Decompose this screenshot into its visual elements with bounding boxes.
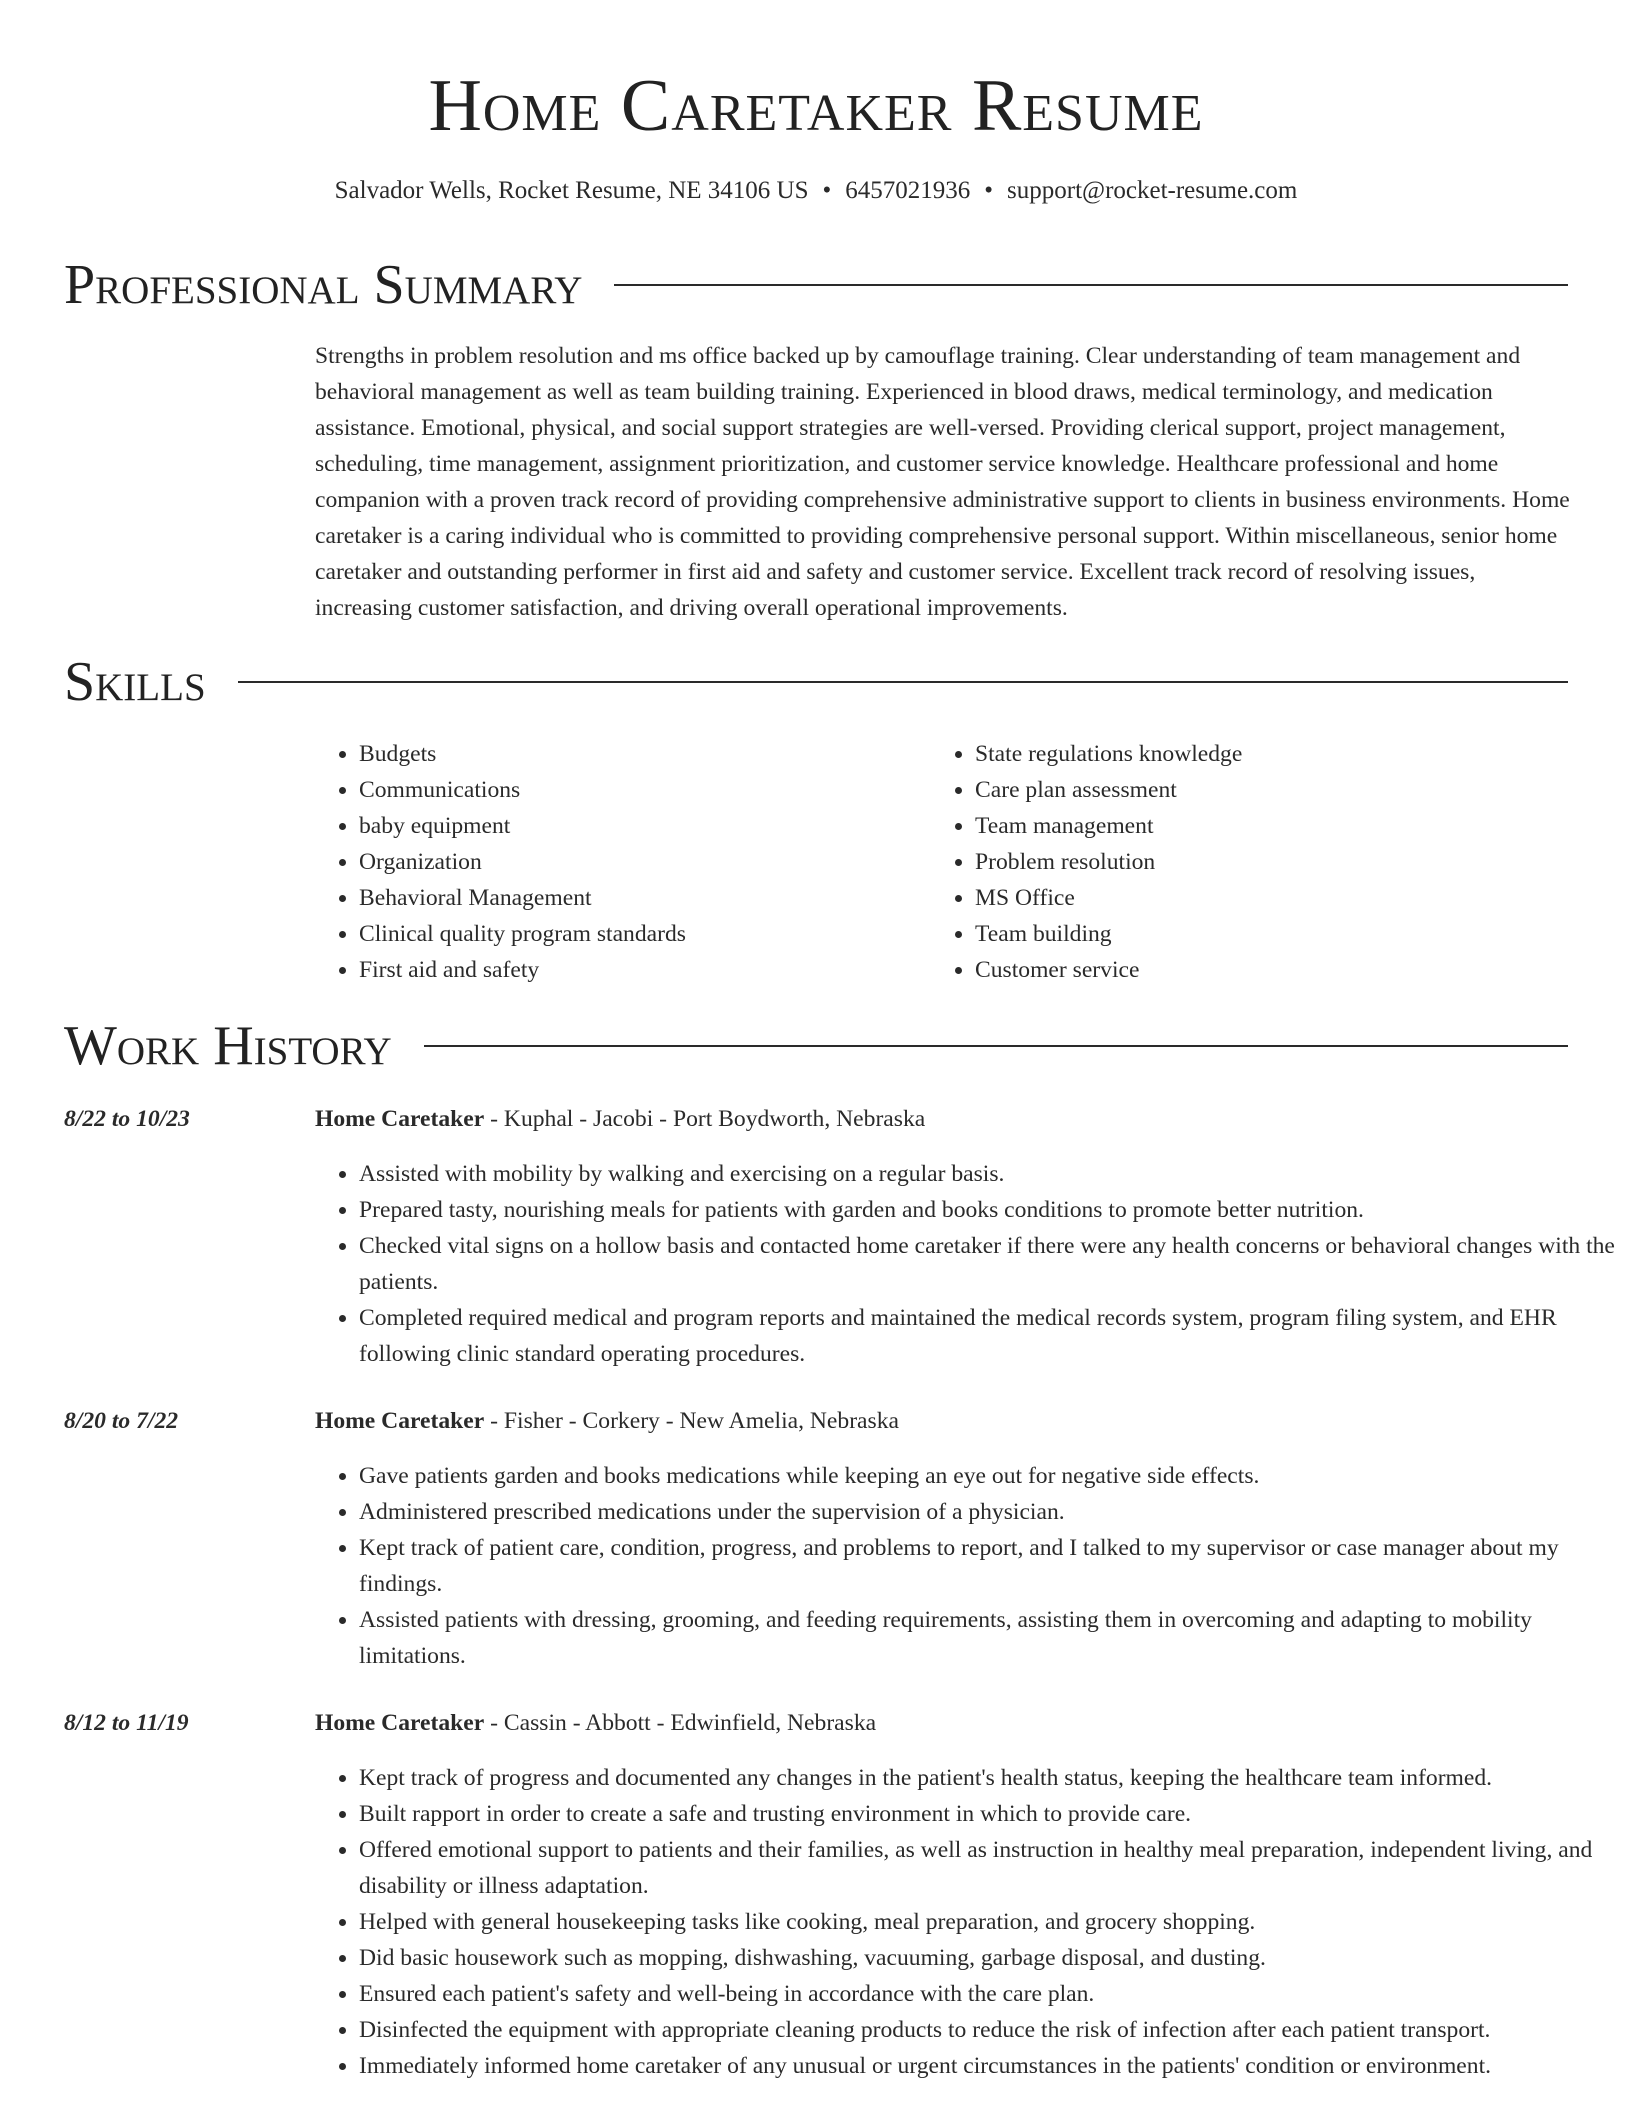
section-title-summary: Professional Summary: [64, 254, 583, 316]
section-title-work: Work History: [64, 1015, 392, 1077]
job-title: Home Caretaker: [315, 1408, 485, 1434]
job-duties: [315, 1156, 1615, 1372]
duty-item: • Built rapport in order to create a safe and trusting environment in which to provide care.: [359, 1796, 1615, 1832]
job-employer: - Fisher - Corkery - New Amelia, Nebraska: [484, 1408, 899, 1434]
skill-item: • Behavioral Management: [359, 880, 959, 916]
job-employer: - Cassin - Abbott - Edwinfield, Nebraska: [484, 1710, 877, 1736]
skill-item: • Communications: [359, 772, 959, 808]
resume-title: Home Caretaker Resume: [428, 65, 1204, 147]
skill-item: • MS Office: [975, 880, 1575, 916]
contact-separator: •: [822, 177, 832, 204]
job-dates: 8/20 to 7/22: [64, 1408, 179, 1434]
duty-item: • Checked vital signs on a hollow basis and contacted home caretaker if there were any health concerns or behavioral changes with the patients.: [359, 1228, 1615, 1300]
job-heading: [315, 1101, 1571, 1137]
section-header-work: [64, 1011, 1568, 1081]
skill-item: • Customer service: [975, 952, 1575, 988]
job-title: Home Caretaker: [315, 1710, 485, 1736]
job-dates: 8/12 to 11/19: [64, 1710, 189, 1736]
section-header-skills: [64, 647, 1568, 717]
section-title-skills: Skills: [64, 651, 206, 713]
skill-item: • Budgets: [359, 736, 959, 772]
duty-item: • Offered emotional support to patients and their families, as well as instruction in healthy meal preparation, independent living, and disability or illness adaptation.: [359, 1832, 1615, 1904]
job-title: Home Caretaker: [315, 1106, 485, 1132]
job-employer: - Kuphal - Jacobi - Port Boydworth, Nebraska: [484, 1106, 926, 1132]
job-dates: 8/22 to 10/23: [64, 1106, 190, 1132]
duty-item: • Did basic housework such as mopping, dishwashing, vacuuming, garbage disposal, and dusting.: [359, 1940, 1615, 1976]
contact-separator: •: [984, 177, 994, 204]
duty-item: • Helped with general housekeeping tasks like cooking, meal preparation, and grocery shopping.: [359, 1904, 1615, 1940]
skills-list-left: [315, 736, 959, 988]
skill-item: • Clinical quality program standards: [359, 916, 959, 952]
contact-line: [0, 174, 1632, 208]
skill-item: • State regulations knowledge: [975, 736, 1575, 772]
contact-email: support@rocket-resume.com: [1007, 177, 1298, 204]
skill-item: • Team management: [975, 808, 1575, 844]
duty-item: • Completed required medical and program reports and maintained the medical records system, program filing system, and EHR following clinic standard operating procedures.: [359, 1300, 1615, 1372]
job-heading: [315, 1403, 1571, 1439]
duty-item: • Kept track of progress and documented any changes in the patient's health status, keeping the healthcare team informed.: [359, 1760, 1615, 1796]
duty-item: • Kept track of patient care, condition, progress, and problems to report, and I talked to my supervisor or case manager about my findings.: [359, 1530, 1615, 1602]
section-divider: [614, 284, 1568, 286]
duty-item: • Ensured each patient's safety and well-being in accordance with the care plan.: [359, 1976, 1615, 2012]
duty-item: • Administered prescribed medications under the supervision of a physician.: [359, 1494, 1615, 1530]
duty-item: • Prepared tasty, nourishing meals for patients with garden and books conditions to promote better nutrition.: [359, 1192, 1615, 1228]
job-heading: [315, 1705, 1571, 1741]
skill-item: • baby equipment: [359, 808, 959, 844]
section-divider: [238, 681, 1568, 683]
duty-item: • Assisted with mobility by walking and exercising on a regular basis.: [359, 1156, 1615, 1192]
skill-item: • Problem resolution: [975, 844, 1575, 880]
job-duties: [315, 1760, 1615, 2084]
section-divider: [424, 1045, 1568, 1047]
duty-item: • Disinfected the equipment with appropriate cleaning products to reduce the risk of infection after each patient transport.: [359, 2012, 1615, 2048]
contact-phone: 6457021936: [845, 177, 971, 204]
summary-text: Strengths in problem resolution and ms office backed up by camouflage training. Clear understanding of team management and behavioral management as well as team building training. Experienced in blood draws, medical terminology, and medication assistance. Emotional, physical, and social support strategies are well-versed. Providing clerical support, project management, scheduling, time management, assignment prioritization, and customer service knowledge. Healthcare professional and home companion with a proven track record of providing comprehensive administrative support to clients in business environments. Home caretaker is a caring individual who is committed to providing comprehensive personal support. Within miscellaneous, senior home caretaker and outstanding performer in first aid and safety and customer service. Excellent track record of resolving issues, increasing customer satisfaction, and driving overall operational improvements.: [315, 343, 1570, 621]
skill-item: • Team building: [975, 916, 1575, 952]
skills-list-right: [931, 736, 1575, 988]
skill-item: • First aid and safety: [359, 952, 959, 988]
skill-item: • Organization: [359, 844, 959, 880]
duty-item: • Assisted patients with dressing, grooming, and feeding requirements, assisting them in overcoming and adapting to mobility limitations.: [359, 1602, 1615, 1674]
contact-address: Salvador Wells, Rocket Resume, NE 34106 US: [334, 177, 809, 204]
duty-item: • Immediately informed home caretaker of any unusual or urgent circumstances in the patients' condition or environment.: [359, 2048, 1615, 2084]
skill-item: • Care plan assessment: [975, 772, 1575, 808]
section-header-summary: [64, 250, 1568, 320]
job-duties: [315, 1458, 1615, 1674]
duty-item: • Gave patients garden and books medications while keeping an eye out for negative side effects.: [359, 1458, 1615, 1494]
